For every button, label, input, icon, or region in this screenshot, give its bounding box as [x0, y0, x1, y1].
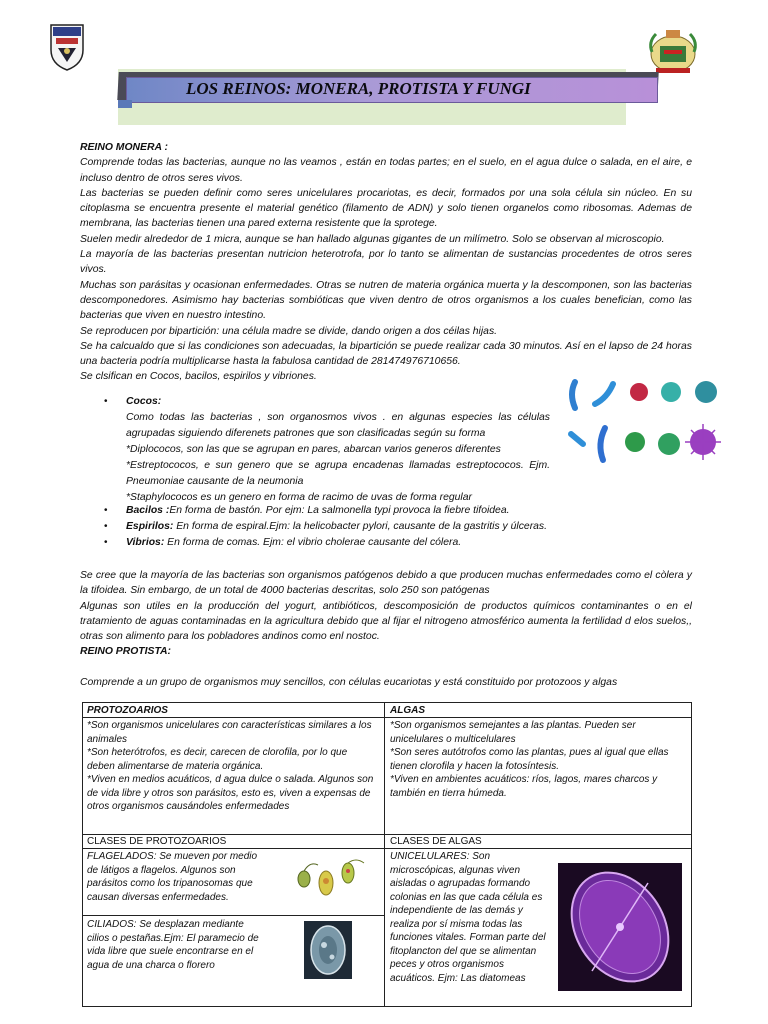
feature-line: *Son heterótrofos, es decir, carecen de clorofila, por lo que deben alimentarse de materia orgánica. — [87, 747, 348, 772]
table-divider — [384, 703, 385, 1006]
vibrios-bullet — [104, 535, 686, 551]
feature-line: *Son organismos semejantes a las plantas. Pueden ser unicelulares o multicelulares — [390, 720, 636, 745]
flagellates-image — [290, 853, 370, 903]
algas-features — [390, 719, 680, 800]
table-header-protozoarios: PROTOZOARIOS — [87, 705, 168, 716]
ciliados-text: CILIADOS: Se desplazan mediante cilios o pestañas.Ejm: El paramecio de vida libre que suele encontrarse en el agua de una charca o florero — [87, 919, 259, 971]
espirilos-label: Espirilos: — [126, 521, 174, 532]
classes-protozoarios-heading: CLASES DE PROTOZOARIOS — [87, 836, 227, 847]
protozoarios-features — [87, 719, 377, 814]
closing-paragraph: Se cree que la mayoría de las bacterias son organismos patógenos debido a que producen muchas enfermedades como el còlera y la tifoidea. Sin embargo, de un total de 4000 bacterias descritas, solo 250 son patógenas — [80, 570, 692, 597]
monera-section — [80, 140, 692, 385]
classes-algas-heading: CLASES DE ALGAS — [390, 836, 482, 847]
table-divider — [83, 915, 384, 916]
monera-paragraph: Muchas son parásitas y ocasionan enfermedades. Otras se nutren de materia orgánica muerta y la descomponen, son las bacterias descomponedores. Asimismo hay bacterias sombióticas que viven dentro de otros organismos a los cuales benefician, como las bacterias que viven en nuestro intestino. — [80, 279, 692, 322]
bacilos-text: En forma de bastón. Por ejm: La salmonella typi provoca la fiebre tifoidea. — [169, 505, 510, 516]
feature-line: *Son seres autótrofos como las plantas, pues al igual que ellas tienen clorofila y hacen la fotosíntesis. — [390, 747, 669, 772]
feature-line: *Son organismos unicelulares con características similares a los animales — [87, 720, 372, 745]
table-divider — [83, 717, 691, 718]
protists-table — [82, 702, 692, 1007]
monera-paragraph: Las bacterias se pueden definir como seres unicelulares procariotas, es decir, formados por una sola célula sin núcleo. En su citoplasma se encuentra presente el material genético (filamento de ADN) y solo tienen organelos como ribosomas. Ademas de membrana, las bacterias tienen una pared externa resistente que la sprotege. — [80, 187, 692, 230]
monera-paragraph: Suelen medir alrededor de 1 micra, aunque se han hallado algunas gigantes de un milímetro. Solo se observan al microscopio. — [80, 233, 665, 245]
espirilos-text: En forma de espiral.Ejm: la helicobacter pylori, causante de la gastritis y úlceras. — [173, 521, 548, 532]
espirilos-bullet — [104, 519, 686, 535]
title-banner-notch — [118, 100, 132, 108]
paramecium-image — [304, 921, 352, 979]
cocos-line: *Staphylococos es un genero en forma de racimo de uvas de forma regular — [126, 492, 472, 503]
vibrios-label: Vibrios: — [126, 537, 165, 548]
page-title: LOS REINOS: MONERA, PROTISTA Y FUNGI — [186, 79, 531, 98]
table-header-algas: ALGAS — [390, 705, 425, 716]
monera-heading: REINO MONERA : — [80, 142, 168, 153]
cocos-label: Cocos: — [126, 396, 162, 407]
vibrios-text: En forma de comas. Ejm: el vibrio cholerae causante del cólera. — [164, 537, 462, 548]
bullet-dot: • — [104, 537, 108, 548]
cocos-description — [126, 410, 550, 506]
flagelados-text: FLAGELADOS: Se mueven por medio de látigos a flagelos. Algunos son parásitos como los tripanosomas que causan diversas enfermedades. — [87, 851, 258, 903]
bullet-dot: • — [104, 505, 108, 516]
monera-closing — [80, 568, 692, 660]
bacilos-bullet — [104, 503, 686, 519]
bacteria-shapes-image — [563, 372, 723, 468]
bullet-dot: • — [104, 396, 108, 407]
cocos-line: *Estreptococos, e sun genero que se agrupa encadenas llamadas estreptococos. Ejm. Pneumoniae causante de la neumonia — [126, 460, 550, 487]
cocos-bullet — [104, 394, 556, 410]
monera-paragraph: La mayoría de las bacterias presentan nutricion heterotrofa, por lo tanto se alimentan de sustancias procedentes de otros seres vivos. — [80, 249, 692, 276]
school-crest-logo — [48, 22, 86, 72]
monera-paragraph: Comprende todas las bacterias, aunque no las veamos , están en todas partes; en el suelo, en el agua dulce o salada, en el aire, e incluso dentro de otros seres vivos. — [80, 157, 692, 184]
cocos-line: *Diplococos, son las que se agrupan en pares, abarcan varios generos diferentes — [126, 444, 501, 455]
diatom-image — [558, 863, 682, 991]
bacilos-label: Bacilos : — [126, 505, 170, 516]
closing-paragraph: Algunas son utiles en la producción del yogurt, antibióticos, descomposición de productos químicos contaminantes o en el tratamiento de aguas contaminadas en la agricultura debido que al fijar el nitrogeno atmosférico aumenta la fertilidad d elos suelos,, otras son alimento para los pobladores andinos como enl nostoc. — [80, 600, 692, 643]
protista-intro: Comprende a un grupo de organismos muy sencillos, con células eucariotas y está constituido por protozoos y algas — [80, 677, 618, 688]
monera-paragraph: Se clsifican en Cocos, bacilos, espirilos y vibriones. — [80, 371, 317, 383]
feature-line: *Viven en medios acuáticos, d agua dulce o salada. Algunos son de vida libre y otros son parásitos, esto es, viven a expensas de otros organismos causándoles enfermedades — [87, 774, 374, 812]
cocos-line: Como todas las bacterias , son organosmos vivos . en algunas especies las células agrupadas siguiendo diferenets patrones que son clasificadas según su forma — [126, 412, 550, 439]
feature-line: *Viven en ambientes acuáticos: ríos, lagos, mares charcos y también en tierra húmeda. — [390, 774, 658, 799]
protista-heading: REINO PROTISTA: — [80, 646, 172, 658]
unicelulares-text: UNICELULARES: Son microscópicas, algunas viven aisladas o agrupadas formando colonias en las que cada célula es independiente de las demás y realiza por sí misma todas las funciones vitales. Forman parte del fitoplancton del que se alimentan peces y otros organismos acuáticos. Ejm: Las diatomeas — [390, 851, 546, 984]
institution-seal-logo — [646, 26, 700, 76]
bullet-dot: • — [104, 521, 108, 532]
monera-paragraph: Se ha calcualdo que si las condiciones son adecuadas, la bipartición se puede realizar cada 30 minutos. Así en el lapso de 24 horas una bacteria podría multiplicarse hasta la fabulosa cantidad de 281474976710656. — [80, 340, 692, 368]
monera-paragraph: Se reproducen por bipartición: una célula madre se divide, dando origen a dos céilas hijas. — [80, 325, 498, 337]
